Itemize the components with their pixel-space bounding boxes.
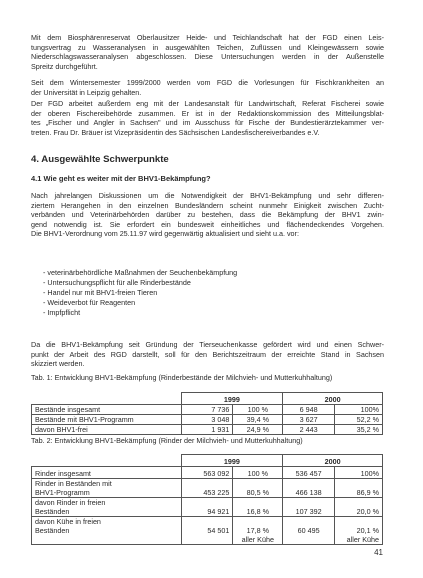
list-item: - veterinärbehördliche Maßnahmen der Seuchenbekämpfung [43,268,237,278]
paragraph-tierseuchenkasse [31,340,384,369]
cell-percent-group [335,517,383,545]
table-row [32,405,383,415]
cell-note: aller Kühe [241,535,274,544]
year-header: 2000 [283,455,383,467]
list-item: - Handel nur mit BHV1-freien Tieren [43,288,237,298]
cell-percent: 86,9 % [335,479,383,498]
row-label [32,467,182,479]
cell-percent-group [233,517,283,545]
cell-percent: 39,4 % [233,415,283,425]
table-header-row [32,393,383,405]
cell-percent: 100% [335,405,383,415]
cell-percent: 100 % [233,467,283,479]
text-line: tungsvertrag zu Wasseranalysen in ausgewählten Teichen, Zuflüssen und Kleingewässern sowie [31,42,384,52]
table-row [32,479,383,498]
cell-value: 453 225 [181,479,233,498]
cell-value: 3 627 [283,415,335,425]
text-line: skizziert werden. [31,359,85,369]
text-line: Der FGD arbeitet außerdem eng mit der Landesanstalt für Landwirtschaft, Referat Fischerei sowie [31,99,384,108]
row-label [32,498,182,517]
text-line: verbänden und Veterinärbehörden darüber zu bestehen, dass die Bekämpfung der BHV1 zwin- [31,210,384,220]
row-label: Bestände mit BHV1-Programm [32,415,182,425]
table-row [32,517,383,545]
row-label-line: davon Kühe in freien [35,517,101,526]
cell-value: 1 931 [181,425,233,435]
cell-value: 60 495 [283,517,335,545]
paragraph-cooperation [31,99,384,137]
year-header: 2000 [283,393,383,405]
cell-value: 54 501 [181,517,233,545]
text-line: Seit dem Wintersemester 1999/2000 werden vom FGD die Vorlesungen für Fischkrankheiten an [31,78,384,87]
text-line: punkt der Arbeit des RGD darstellt, soll für den Berichtszeitraum der erreichte Stand in Sachsen [31,349,384,359]
page-number: 41 [374,548,383,557]
list-item: - Untersuchungspflicht für alle Rinderbestände [43,278,237,288]
cell-percent: 20,1 % [356,526,379,535]
cell-percent: 35,2 % [335,425,383,435]
cell-percent: 100 % [233,405,283,415]
cell-value: 6 948 [283,405,335,415]
year-header: 1999 [181,393,283,405]
row-label-line: Rinder insgesamt [35,469,91,478]
paragraph-lectures [31,78,384,97]
cell-value: 563 092 [181,467,233,479]
row-label-line: davon Rinder in freien [35,498,106,507]
table-row [32,415,383,425]
cell-percent: 52,2 % [335,415,383,425]
text-line: tes „Fischer und Angler in Sachsen" und im Ausschuss für Fische der Bundestierärztekammer ver- [31,118,384,128]
year-header: 1999 [181,455,283,467]
table-corner [32,393,182,405]
text-line: Da die BHV1-Bekämpfung seit Gründung der Tierseuchenkasse gefördert wird und einen Schwer- [31,340,384,349]
row-label-line: Beständen [35,507,70,516]
row-label [32,479,182,498]
cell-percent: 100% [335,467,383,479]
paragraph-bhv1-intro [31,191,384,239]
section-heading: 4. Ausgewählte Schwerpunkte [31,154,169,165]
list-item: - Weideverbot für Reagenten [43,298,237,308]
cell-percent: 24,9 % [233,425,283,435]
text-line: der oberen Fischereibehörde zusammen. Er ist in der Redaktionskommission des Mitteilungsblat- [31,108,384,118]
table-row [32,425,383,435]
row-label-line: Rinder in Beständen mit [35,479,112,488]
measures-list [43,268,237,318]
text-line: Niederschlagswasseranalysen abgeschlossen. Diese Untersuchungen werden in der Außenstelle [31,52,384,62]
table2-caption: Tab. 2: Entwicklung BHV1-Bekämpfung (Rinder der Milchvieh- und Mutterkuhhaltung) [31,436,303,445]
text-line: Mit dem Biosphärenreservat Oberlausitzer Heide- und Teichlandschaft hat der FGD einen Leis- [31,33,384,42]
row-label: Bestände insgesamt [32,405,182,415]
table-corner [32,455,182,467]
table-row [32,467,383,479]
cell-value: 536 457 [283,467,335,479]
list-item: - Impfpflicht [43,308,237,318]
cell-value: 7 736 [181,405,233,415]
cell-percent: 16,8 % [233,498,283,517]
sub-heading: 4.1 Wie geht es weiter mit der BHV1-Bekämpfung? [31,174,211,183]
text-line: ziertem Herangehen in den einzelnen Bundesländern scheint nunmehr Einigkeit zwischen Zucht- [31,200,384,210]
table1-herds [31,392,383,435]
cell-value: 107 392 [283,498,335,517]
row-label: davon BHV1-frei [32,425,182,435]
table-header-row [32,455,383,467]
row-label-line: Beständen [35,526,70,535]
cell-value: 3 048 [181,415,233,425]
text-line: der Universität in Leipzig gehalten. [31,87,142,97]
table1-caption: Tab. 1: Entwicklung BHV1-Bekämpfung (Rinderbestände der Milchvieh- und Mutterkuhhaltung) [31,373,333,382]
cell-percent: 17,8 % [246,526,269,535]
cell-percent: 80,5 % [233,479,283,498]
text-line: treten. Frau Dr. Bräuer ist Vizepräsidentin des Sächsischen Landesfischereiverbandes e.V. [31,127,320,137]
cell-note: aller Kühe [346,535,379,544]
text-line: Die BHV1-Verordnung vom 25.11.97 wird gegenwärtig aktualisiert und sieht u.a. vor: [31,229,299,239]
text-line: Spreitz durchgeführt. [31,61,98,71]
table2-cattle [31,454,383,545]
paragraph-biosphere [31,33,384,71]
row-label-line: BHV1-Programm [35,488,90,497]
table-row [32,498,383,517]
cell-value: 94 921 [181,498,233,517]
text-line: Nach jahrelangen Diskussionen um die Notwendigkeit der BHV1-Bekämpfung und sehr differen- [31,191,384,200]
row-label [32,517,182,545]
cell-percent: 20,0 % [335,498,383,517]
cell-value: 466 138 [283,479,335,498]
text-line: gend notwendig ist. Sie erfordert ein bundesweit einheitliches und flächendeckendes Vorgehen. [31,219,384,229]
cell-value: 2 443 [283,425,335,435]
